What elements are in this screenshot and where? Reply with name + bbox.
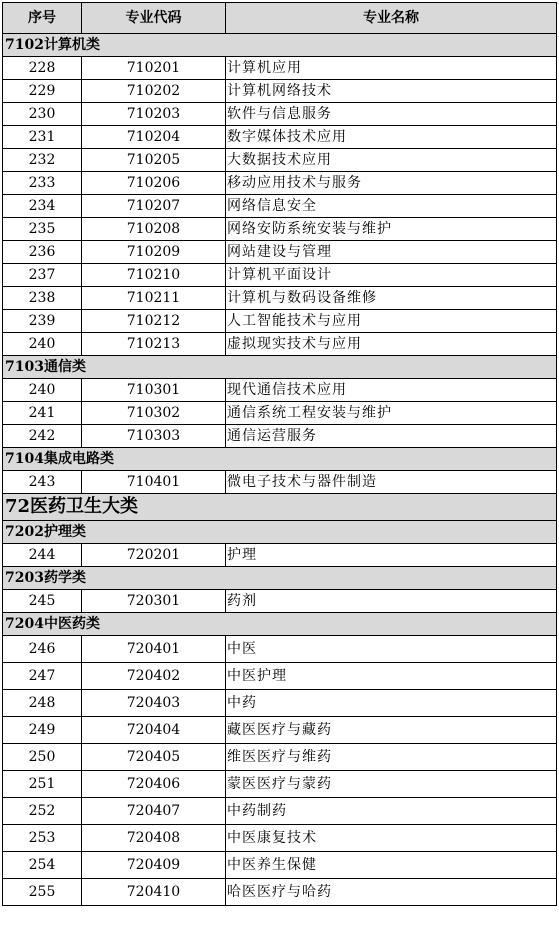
- code-cell: 720402: [82, 663, 226, 690]
- name-cell: 微电子技术与器件制造: [226, 471, 557, 494]
- header-seq: 序号: [3, 3, 82, 34]
- seq-cell: 239: [3, 310, 82, 333]
- seq-cell: 245: [3, 590, 82, 613]
- seq-cell: 255: [3, 879, 82, 906]
- name-cell: 虚拟现实技术与应用: [226, 333, 557, 356]
- table-row: [3, 333, 557, 356]
- seq-cell: 234: [3, 195, 82, 218]
- code-cell: 720405: [82, 744, 226, 771]
- category-row: [3, 448, 557, 471]
- table-row: [3, 798, 557, 825]
- table-row: [3, 172, 557, 195]
- name-cell: 蒙医医疗与蒙药: [226, 771, 557, 798]
- seq-cell: 252: [3, 798, 82, 825]
- code-cell: 710207: [82, 195, 226, 218]
- name-cell: 网站建设与管理: [226, 241, 557, 264]
- seq-cell: 240: [3, 379, 82, 402]
- seq-cell: 242: [3, 425, 82, 448]
- table-row: [3, 771, 557, 798]
- code-cell: 710303: [82, 425, 226, 448]
- name-cell: 药剂: [226, 590, 557, 613]
- seq-cell: 244: [3, 544, 82, 567]
- name-cell: 计算机网络技术: [226, 80, 557, 103]
- seq-cell: 233: [3, 172, 82, 195]
- seq-cell: 232: [3, 149, 82, 172]
- name-cell: 中医: [226, 636, 557, 663]
- table-row: [3, 690, 557, 717]
- code-cell: 720301: [82, 590, 226, 613]
- name-cell: 计算机与数码设备维修: [226, 287, 557, 310]
- seq-cell: 238: [3, 287, 82, 310]
- table-row: [3, 126, 557, 149]
- code-cell: 720401: [82, 636, 226, 663]
- seq-cell: 243: [3, 471, 82, 494]
- code-cell: 710203: [82, 103, 226, 126]
- code-cell: 710202: [82, 80, 226, 103]
- name-cell: 通信运营服务: [226, 425, 557, 448]
- table-row: [3, 149, 557, 172]
- name-cell: 人工智能技术与应用: [226, 310, 557, 333]
- name-cell: 软件与信息服务: [226, 103, 557, 126]
- seq-cell: 254: [3, 852, 82, 879]
- table-row: [3, 402, 557, 425]
- header-code: 专业代码: [82, 3, 226, 34]
- category-title: 7204中医药类: [3, 613, 557, 636]
- code-cell: 710209: [82, 241, 226, 264]
- name-cell: 计算机平面设计: [226, 264, 557, 287]
- table-row: [3, 80, 557, 103]
- seq-cell: 241: [3, 402, 82, 425]
- category-title: 7203药学类: [3, 567, 557, 590]
- table-row: [3, 218, 557, 241]
- code-cell: 720201: [82, 544, 226, 567]
- code-cell: 710204: [82, 126, 226, 149]
- name-cell: 哈医医疗与哈药: [226, 879, 557, 906]
- category-row: [3, 613, 557, 636]
- name-cell: 护理: [226, 544, 557, 567]
- table-row: [3, 57, 557, 80]
- table-row: [3, 310, 557, 333]
- table-row: [3, 379, 557, 402]
- header-row: [3, 3, 557, 34]
- code-cell: 710301: [82, 379, 226, 402]
- table-row: [3, 590, 557, 613]
- code-cell: 710213: [82, 333, 226, 356]
- code-cell: 720407: [82, 798, 226, 825]
- header-name: 专业名称: [226, 3, 557, 34]
- table-row: [3, 663, 557, 690]
- table-row: [3, 879, 557, 906]
- code-cell: 710302: [82, 402, 226, 425]
- code-cell: 710212: [82, 310, 226, 333]
- category-row: [3, 521, 557, 544]
- category-title: 7104集成电路类: [3, 448, 557, 471]
- seq-cell: 237: [3, 264, 82, 287]
- code-cell: 720408: [82, 825, 226, 852]
- code-cell: 710208: [82, 218, 226, 241]
- table-row: [3, 744, 557, 771]
- name-cell: 现代通信技术应用: [226, 379, 557, 402]
- seq-cell: 231: [3, 126, 82, 149]
- name-cell: 计算机应用: [226, 57, 557, 80]
- seq-cell: 253: [3, 825, 82, 852]
- code-cell: 710205: [82, 149, 226, 172]
- category-title: 7102计算机类: [3, 34, 557, 57]
- code-cell: 720403: [82, 690, 226, 717]
- seq-cell: 240: [3, 333, 82, 356]
- seq-cell: 248: [3, 690, 82, 717]
- major-table: [2, 2, 557, 906]
- code-cell: 710201: [82, 57, 226, 80]
- seq-cell: 249: [3, 717, 82, 744]
- table-row: [3, 636, 557, 663]
- table-row: [3, 241, 557, 264]
- name-cell: 移动应用技术与服务: [226, 172, 557, 195]
- name-cell: 中医康复技术: [226, 825, 557, 852]
- seq-cell: 235: [3, 218, 82, 241]
- seq-cell: 246: [3, 636, 82, 663]
- category-title: 7202护理类: [3, 521, 557, 544]
- seq-cell: 236: [3, 241, 82, 264]
- table-row: [3, 195, 557, 218]
- table-row: [3, 825, 557, 852]
- name-cell: 中医养生保健: [226, 852, 557, 879]
- name-cell: 大数据技术应用: [226, 149, 557, 172]
- seq-cell: 230: [3, 103, 82, 126]
- code-cell: 720410: [82, 879, 226, 906]
- code-cell: 720409: [82, 852, 226, 879]
- code-cell: 720404: [82, 717, 226, 744]
- category-title: 7103通信类: [3, 356, 557, 379]
- table-row: [3, 852, 557, 879]
- category-row: [3, 567, 557, 590]
- seq-cell: 229: [3, 80, 82, 103]
- table-row: [3, 717, 557, 744]
- code-cell: 710206: [82, 172, 226, 195]
- name-cell: 中医护理: [226, 663, 557, 690]
- name-cell: 网络安防系统安装与维护: [226, 218, 557, 241]
- seq-cell: 250: [3, 744, 82, 771]
- table-row: [3, 544, 557, 567]
- category-row: [3, 356, 557, 379]
- name-cell: 网络信息安全: [226, 195, 557, 218]
- category-title: 72医药卫生大类: [3, 494, 557, 521]
- code-cell: 710210: [82, 264, 226, 287]
- table-row: [3, 264, 557, 287]
- table-row: [3, 425, 557, 448]
- table-row: [3, 103, 557, 126]
- table-row: [3, 287, 557, 310]
- name-cell: 通信系统工程安装与维护: [226, 402, 557, 425]
- name-cell: 中药: [226, 690, 557, 717]
- code-cell: 720406: [82, 771, 226, 798]
- seq-cell: 228: [3, 57, 82, 80]
- name-cell: 维医医疗与维药: [226, 744, 557, 771]
- code-cell: 710401: [82, 471, 226, 494]
- name-cell: 中药制药: [226, 798, 557, 825]
- category-row: [3, 34, 557, 57]
- seq-cell: 251: [3, 771, 82, 798]
- name-cell: 数字媒体技术应用: [226, 126, 557, 149]
- seq-cell: 247: [3, 663, 82, 690]
- table-row: [3, 471, 557, 494]
- table-body: [3, 34, 557, 906]
- category-row: [3, 494, 557, 521]
- code-cell: 710211: [82, 287, 226, 310]
- name-cell: 藏医医疗与藏药: [226, 717, 557, 744]
